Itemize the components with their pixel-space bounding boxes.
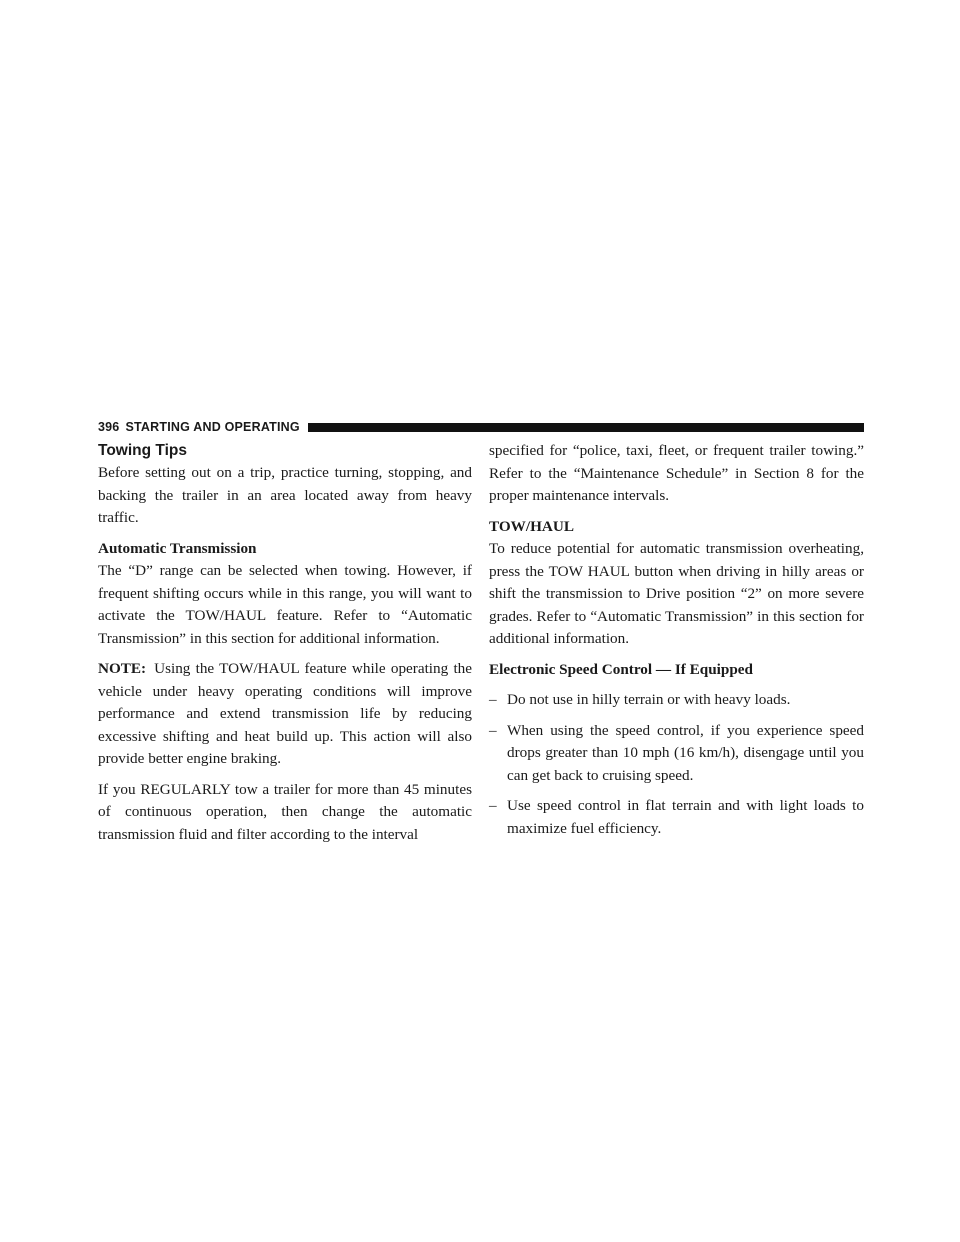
list-item <box>489 689 864 712</box>
dash-marker: – <box>489 797 497 814</box>
automatic-transmission-block <box>98 538 472 651</box>
section-title: STARTING AND OPERATING <box>125 420 300 434</box>
list-item-text: When using the speed control, if you experience speed drops greater than 10 mph (16 km/h), disengage until you can get back to cruising speed. <box>507 721 864 784</box>
header-rule <box>308 423 864 432</box>
note-paragraph <box>98 658 472 771</box>
tow-haul-block <box>489 516 864 651</box>
speed-control-list <box>489 689 864 840</box>
list-item <box>489 720 864 788</box>
page-number: 396 <box>98 420 120 434</box>
automatic-transmission-heading: Automatic Transmission <box>98 539 257 557</box>
list-item-text: Do not use in hilly terrain or with heavy loads. <box>507 691 791 708</box>
continuation-paragraph: specified for “police, taxi, fleet, or frequent trailer towing.” Refer to the “Maintenance Schedule” in Section 8 for the proper maintenance intervals. <box>489 442 864 504</box>
dash-marker: – <box>489 691 497 708</box>
left-column <box>98 440 472 854</box>
regular-towing-paragraph: If you REGULARLY tow a trailer for more than 45 minutes of continuous operation, then change the automatic transmission fluid and filter according to the interval <box>98 780 472 843</box>
tow-haul-heading: TOW/HAUL <box>489 517 574 535</box>
automatic-transmission-body: The “D” range can be selected when towing. However, if frequent shifting occurs while in this range, you will want to activate the TOW/HAUL feature. Refer to “Automatic Transmission” in this section for additional information. <box>98 562 472 647</box>
list-item <box>489 795 864 840</box>
list-item-text: Use speed control in flat terrain and with light loads to maximize fuel efficiency. <box>507 797 864 837</box>
towing-tips-intro: Before setting out on a trip, practice turning, stopping, and backing the trailer in an area located away from heavy traffic. <box>98 464 472 526</box>
towing-tips-heading: Towing Tips <box>98 442 187 459</box>
note-body: Using the TOW/HAUL feature while operating the vehicle under heavy operating conditions will improve performance and extend transmission life by reducing excessive shifting and heat build up. This action will also provide better engine braking. <box>98 660 472 767</box>
speed-control-heading: Electronic Speed Control — If Equipped <box>489 660 753 678</box>
note-label: NOTE: <box>98 660 147 677</box>
page-header <box>98 420 864 434</box>
right-column <box>489 440 864 848</box>
dash-marker: – <box>489 721 497 739</box>
tow-haul-body: To reduce potential for automatic transmission overheating, press the TOW HAUL button when driving in hilly areas or shift the transmission to Drive position “2” on more severe grades. Refer to “Automatic Transmission” in this section for additional information. <box>489 540 864 647</box>
